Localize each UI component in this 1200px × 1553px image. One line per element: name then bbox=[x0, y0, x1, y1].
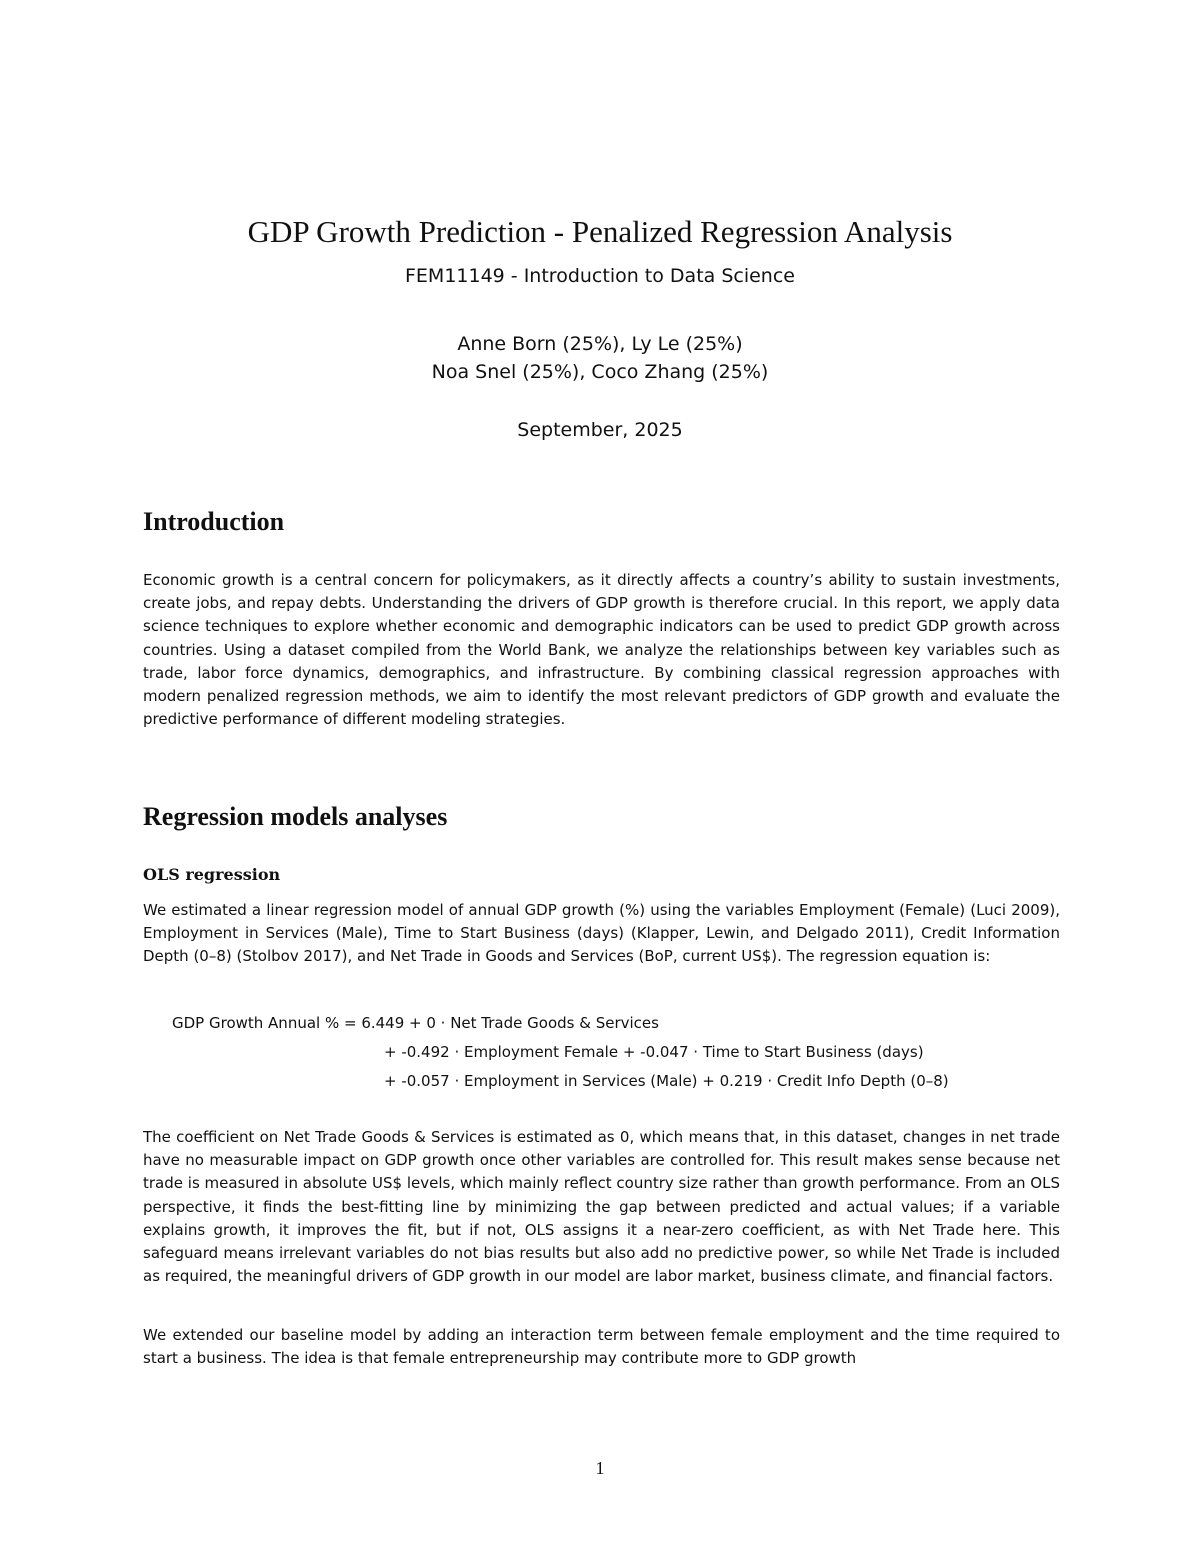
regression-heading: Regression models analyses bbox=[143, 802, 448, 831]
paper-date: September, 2025 bbox=[517, 419, 683, 441]
page-number: 1 bbox=[595, 1458, 605, 1478]
authors-line-2: Noa Snel (25%), Coco Zhang (25%) bbox=[431, 361, 769, 383]
paper-title: GDP Growth Prediction - Penalized Regression Analysis bbox=[247, 214, 953, 249]
introduction-paragraph: Economic growth is a central concern for policymakers, as it directly affects a country’s ability to sustain investments, create jobs, and repay debts. Understanding the drivers of GDP growth is therefore crucial. In this report, we apply data science techniques to explore whether economic and demographic indicators can be used to predict GDP growth across countries. Using a dataset compiled from the World Bank, we analyze the relationships between key variables such as trade, labor force dynamics, demographics, and infrastructure. By combining classical regression approaches with modern penalized regression methods, we aim to identify the most relevant predictors of GDP growth and evaluate the predictive performance of different modeling strategies. bbox=[143, 571, 1060, 729]
coefficient-paragraph: The coefficient on Net Trade Goods & Services is estimated as 0, which means that, in this dataset, changes in net trade have no measurable impact on GDP growth once other variables are controlled for. This result makes sense because net trade is measured in absolute US$ levels, which mainly reflect country size rather than growth performance. From an OLS perspective, it finds the best-fitting line by minimizing the gap between predicted and actual values; if a variable explains growth, it improves the fit, but if not, OLS assigns it a near-zero coefficient, as with Net Trade here. This safeguard means irrelevant variables do not bias results but also add no predictive power, so while Net Trade is included as required, the meaningful drivers of GDP growth in our model are labor market, business climate, and financial factors. bbox=[143, 1128, 1060, 1286]
equation-line-2: + -0.492 · Employment Female + -0.047 · Time to Start Business (days) bbox=[384, 1043, 924, 1061]
equation-line-1: GDP Growth Annual % = 6.449 + 0 · Net Trade Goods & Services bbox=[172, 1014, 659, 1032]
introduction-heading: Introduction bbox=[143, 507, 285, 536]
ols-subheading: OLS regression bbox=[143, 865, 281, 884]
authors-line-1: Anne Born (25%), Ly Le (25%) bbox=[457, 333, 743, 355]
course-subtitle: FEM11149 - Introduction to Data Science bbox=[405, 265, 795, 287]
author-list bbox=[0, 330, 1200, 386]
equation-line-3: + -0.057 · Employment in Services (Male) + 0.219 · Credit Info Depth (0–8) bbox=[384, 1072, 949, 1090]
regression-equation bbox=[172, 1009, 1052, 1096]
ols-paragraph: We estimated a linear regression model of annual GDP growth (%) using the variables Employment (Female) (Luci 2009), Employment in Services (Male), Time to Start Business (days) (Klapper, Lewin, and Delgado 2011), Credit Information Depth (0–8) (Stolbov 2017), and Net Trade in Goods and Services (BoP, current US$). The regression equation is: bbox=[143, 901, 1060, 966]
interaction-paragraph: We extended our baseline model by adding an interaction term between female employment and the time required to start a business. The idea is that female entrepreneurship may contribute more to GDP growth bbox=[143, 1326, 1060, 1368]
